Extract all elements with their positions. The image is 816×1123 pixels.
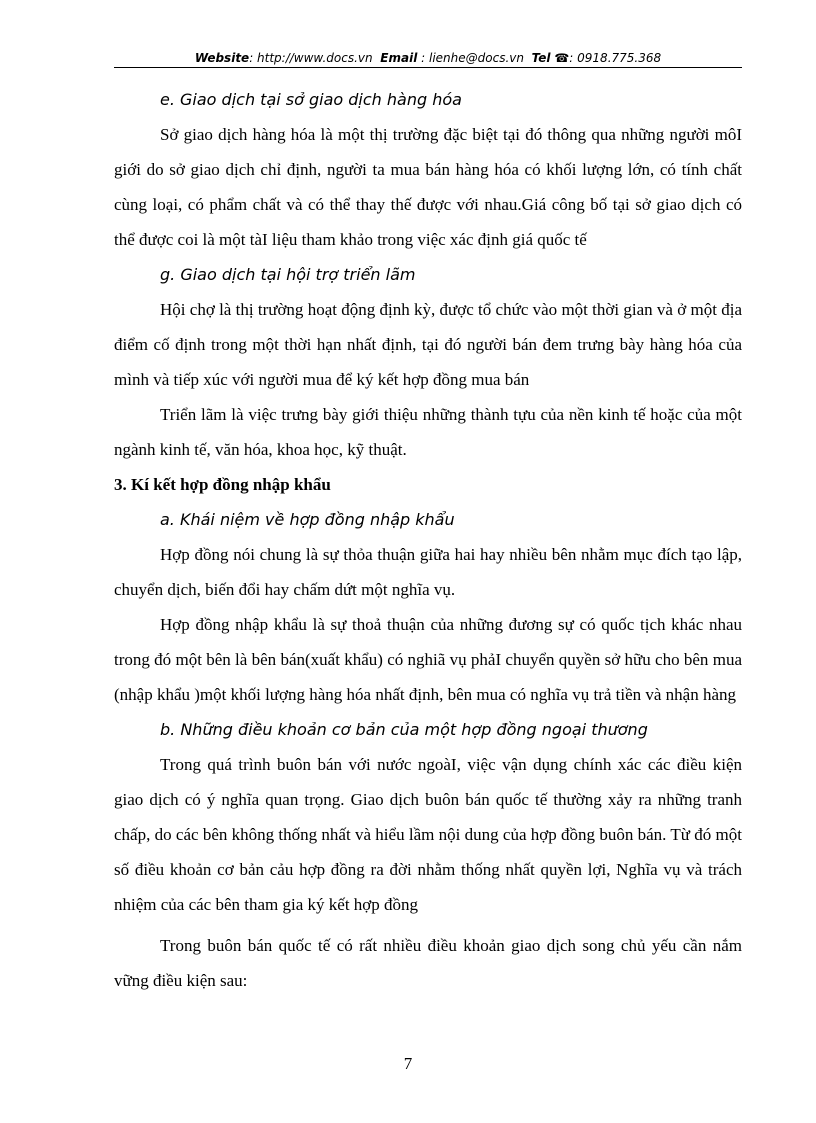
paragraph-7: Trong buôn bán quốc tế có rất nhiều điều khoản giao dịch song chủ yếu cần nắm vững điều kiện sau: [114, 936, 742, 990]
paragraph-6: Trong quá trình buôn bán với nước ngoàI, việc vận dụng chính xác các điều kiện giao dịch có ý nghĩa quan trọng. Giao dịch buôn bán quốc tế thường xảy ra những tranh chấp, do các bên không thống nhất và hiểu lầm nội dung của hợp đồng buôn bán. Từ đó một số điều khoản cơ bản cảu hợp đồng ra đời nhằm thống nhất quyền lợi, Nghĩa vụ và trách nhiệm của các bên tham gia ký kết hợp đồng [114, 755, 742, 914]
paragraph-3: Triển lãm là việc trưng bày giới thiệu những thành tựu của nền kinh tế hoặc của một ngành kinh tế, văn hóa, khoa học, kỹ thuật. [114, 405, 742, 459]
email-value: : lienhe@docs.vn [421, 51, 524, 65]
subheading-a: a. Khái niệm về hợp đồng nhập khẩu [160, 510, 455, 529]
paragraph-4: Hợp đồng nói chung là sự thỏa thuận giữa hai hay nhiều bên nhằm mục đích tạo lập, chuyển dịch, biến đổi hay chấm dứt một nghĩa vụ. [114, 545, 742, 599]
section-heading-3: 3. Kí kết hợp đồng nhập khẩu [114, 475, 331, 494]
website-label: Website [194, 51, 250, 65]
paragraph-2: Hội chợ là thị trường hoạt động định kỳ, được tổ chức vào một thời gian và ở một địa điểm cố định trong một thời hạn nhất định, tại đó người bán đem trưng bày hàng hóa của mình và tiếp xúc với người mua để ký kết hợp đồng mua bán [114, 300, 742, 389]
tel-value: : 0918.775.368 [569, 51, 662, 65]
subheading-e: e. Giao dịch tại sở giao dịch hàng hóa [160, 90, 462, 109]
paragraph-1: Sở giao dịch hàng hóa là một thị trường đặc biệt tại đó thông qua những người môI giới do sở giao dịch chỉ định, người ta mua bán hàng hóa có khối lượng lớn, có tính chất cùng loại, có phẩm chất và có thể thay thế được với nhau.Giá công bố tại sở giao dịch có thể được coi là một tàI liệu tham khảo trong việc xác định giá quốc tế [114, 125, 742, 249]
subheading-b: b. Những điều khoản cơ bản của một hợp đồng ngoại thương [160, 720, 648, 739]
email-label: Email [380, 51, 418, 65]
page-header [114, 50, 742, 68]
phone-icon: ☎ [554, 51, 570, 65]
page-number: 7 [403, 1054, 413, 1073]
website-value: : http://www.docs.vn [249, 51, 373, 65]
subheading-g: g. Giao dịch tại hội trợ triển lãm [160, 265, 416, 284]
paragraph-5: Hợp đồng nhập khẩu là sự thoả thuận của những đương sự có quốc tịch khác nhau trong đó một bên là bên bán(xuất khẩu) có nghiã vụ phảI chuyển quyền sở hữu cho bên mua (nhập khẩu )một khối lượng hàng hóa nhất định, bên mua có nghĩa vụ trả tiền và nhận hàng [114, 615, 742, 704]
document-body [114, 82, 742, 998]
tel-label: Tel [531, 51, 551, 65]
